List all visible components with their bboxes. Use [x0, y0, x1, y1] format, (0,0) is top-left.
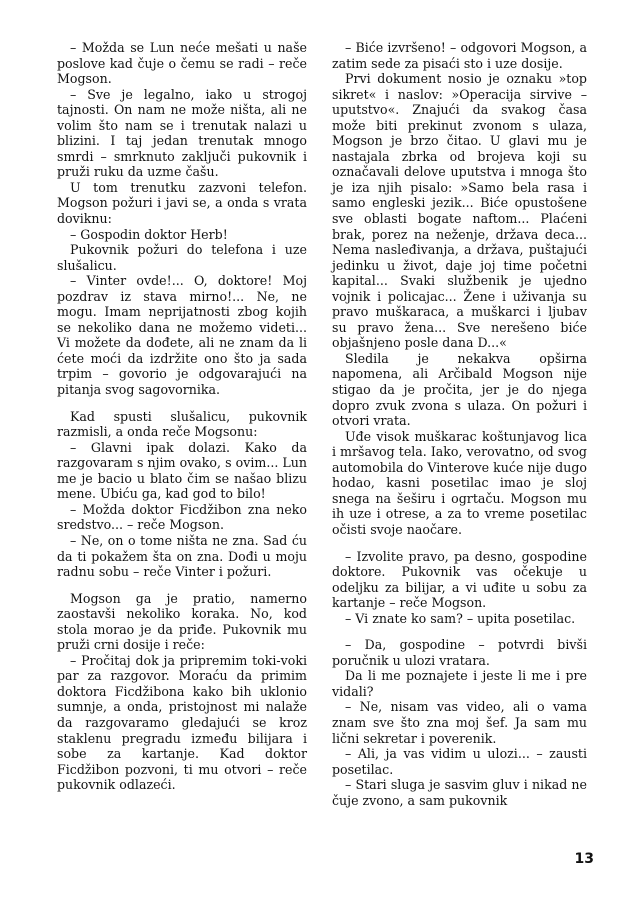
paragraph: – Možda doktor Ficdžibon zna neko sredstvo... – reče Mogson.: [57, 501, 307, 533]
paragraph: – Ne, on o tome ništa ne zna. Sad ću da ti pokažem šta on zna. Dođi u moju radnu sobu – reče Vinter i požuri.: [57, 532, 307, 580]
paragraph: U tom trenutku zazvoni telefon. Mogson požuri i javi se, a onda s vrata doviknu:: [57, 179, 307, 227]
left-text-column: [57, 40, 307, 793]
paragraph: Mogson ga je pratio, namerno zaostavši nekoliko koraka. No, kod stola morao je da priđe. Pukovnik mu pruži crni dosije i reče:: [57, 590, 307, 653]
paragraph: – Vi znate ko sam? – upita posetilac.: [345, 610, 576, 626]
paragraph: – Pročitaj dok ja pripremim toki-voki par za razgovor. Moraću da primim doktora Ficdžibona kako bih uklonio sumnje, a onda, pristojnost mi nalaže da razgovaramo gledajući se kroz staklenu pregradu između bilijara i sobe za kartanje. Kad doktor Ficdžibon pozvoni, ti mu otvori – reče pukovnik odlazeći.: [57, 652, 307, 793]
paragraph: Prvi dokument nosio je oznaku »top sikret« i naslov: »Operacija sirvive – uputstvo«. Znajući da svakog časa može biti prekinut zvonom s ulaza, Mogson je brzo čitao. U glavi mu je nastajala zbrka od brojeva koji su označavali delove uputstva i mnoga što je iza njih pisalo: »Samo bela rasa i samo engleski jezik... Biće opustošene sve oblasti bogate naftom... Plaćeni brak, porez na neženje, država deca... Nema nasleđivanja, a država, puštajući jedinku u život, daje joj time početni kapital... Svaki službenik je ujedno vojnik i policajac... Žene i uživanja su pravo muškaraca, a muškarci i ljubav su pravo žena... Sve nerešeno biće objašnjeno posle dana D...«: [332, 71, 587, 351]
paragraph: Kad spusti slušalicu, pukovnik razmisli, a onda reče Mogsonu:: [57, 408, 307, 440]
paragraph: Sledila je nekakva opširna napomena, ali Arčibald Mogson nije stigao da je pročita, jer je do njega dopro zvuk zvona s ulaza. On požuri i otvori vrata.: [332, 350, 587, 429]
paragraph: – Možda se Lun neće mešati u naše poslove kad čuje o čemu se radi – reče Mogson.: [57, 40, 307, 87]
paragraph: – Ali, ja vas vidim u ulozi... – zausti posetilac.: [332, 746, 587, 777]
paragraph: – Da, gospodine – potvrdi bivši poručnik u ulozi vratara.: [332, 637, 587, 668]
page-number: 13: [574, 851, 594, 867]
right-text-column: [332, 40, 587, 808]
paragraph: – Izvolite pravo, pa desno, gospodine doktore. Pukovnik vas očekuje u odeljku za bilijar, a vi uđite u sobu za kartanje – reče Mogson.: [332, 548, 587, 611]
paragraph: – Biće izvršeno! – odgovori Mogson, a zatim sede za pisaći sto i uze dosije.: [332, 40, 587, 71]
paragraph: – Glavni ipak dolazi. Kako da razgovaram s njim ovako, s ovim... Lun me je bacio u blato čim se našao blizu mene. Ubiću ga, kad god to bilo!: [57, 439, 307, 502]
paragraph: – Ne, nisam vas video, ali o vama znam sve što zna moj šef. Ja sam mu lični sekretar i poverenik.: [332, 699, 587, 746]
paragraph: – Sve je legalno, iako u strogoj tajnosti. On nam ne može ništa, ali ne volim što nam se i trenutak nalazi u blizini. I taj jedan trenutak mnogo smrdi – smrknuto zaključi pukovnik i pruži ruku da uzme čašu.: [57, 86, 307, 180]
paragraph: – Vinter ovde!... O, doktore! Moj pozdrav iz stava mirno!... Ne, ne mogu. Imam neprijatnosti zbog kojih se nekoliko dana ne možemo videti... Vi možete da dođete, ali ne znam da li ćete moći da izdržite ono što ja sada trpim – govorio je odgovarajući na pitanja svog sagovornika.: [57, 273, 307, 398]
paragraph: Pukovnik požuri do telefona i uze slušalicu.: [57, 242, 307, 273]
paragraph: – Gospodin doktor Herb!: [70, 226, 228, 242]
paragraph: Uđe visok muškarac koštunjavog lica i mršavog tela. Iako, verovatno, od svog automobila do Vinterove kuće nije dugo hodao, kasni posetilac imao je sloj snega na šeširu i ogrtaču. Mogson mu ih uze i otrese, a za to vreme posetilac očisti svoje naočare.: [332, 428, 587, 537]
paragraph: – Stari sluga je sasvim gluv i nikad ne čuje zvono, a sam pukovnik: [332, 777, 587, 808]
paragraph: Da li me poznajete i jeste li me i pre vidali?: [332, 668, 587, 699]
